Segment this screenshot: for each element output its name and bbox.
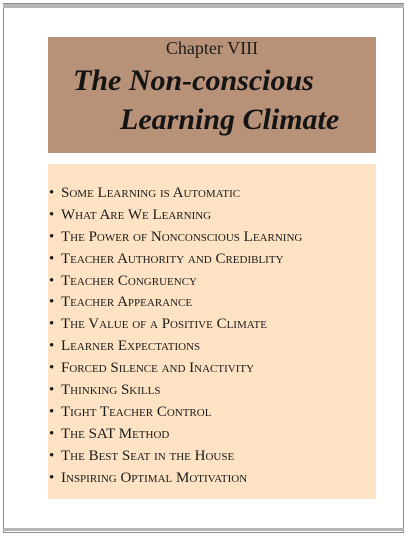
bullet-icon: • (49, 469, 55, 486)
bullet-icon: • (49, 360, 55, 377)
bullet-icon: • (49, 382, 55, 399)
topic-item (48, 468, 376, 490)
topic-item (48, 205, 376, 227)
topic-list-box (48, 164, 376, 499)
topic-label: Teacher Appearance (61, 294, 193, 311)
bullet-icon: • (49, 250, 55, 267)
topic-item (48, 402, 376, 424)
topic-item (48, 227, 376, 249)
topic-item (48, 446, 376, 468)
topic-item (48, 271, 376, 293)
topic-item (48, 336, 376, 358)
topic-item (48, 249, 376, 271)
chapter-header (48, 37, 376, 153)
bullet-icon: • (49, 185, 55, 201)
topic-label: The Value of a Positive Climate (61, 316, 267, 333)
topic-item (48, 424, 376, 446)
topic-label: Forced Silence and Inactivity (61, 360, 255, 377)
bullet-icon: • (49, 206, 55, 223)
topic-label: Some Learning is Automatic (61, 185, 241, 201)
bottom-rule (3, 528, 404, 531)
topic-item (48, 314, 376, 336)
bullet-icon: • (49, 447, 55, 464)
topic-label: Teacher Authority and Crediblity (61, 250, 284, 267)
topic-item (48, 358, 376, 380)
topic-list (48, 183, 376, 489)
bullet-icon: • (49, 316, 55, 333)
bullet-icon: • (49, 338, 55, 355)
bullet-icon: • (49, 272, 55, 289)
topic-label: The Best Seat in the House (61, 447, 235, 464)
topic-label: Inspiring Optimal Motivation (61, 469, 248, 486)
topic-label: Tight Teacher Control (61, 403, 212, 420)
bullet-icon: • (49, 228, 55, 245)
topic-label: The Power of Nonconscious Learning (61, 228, 303, 245)
topic-label: What Are We Learning (61, 206, 212, 223)
topic-label: Teacher Congruency (61, 272, 197, 289)
topic-item (48, 183, 376, 205)
chapter-title-line-1: The Non-conscious (73, 64, 314, 97)
topic-item (48, 292, 376, 314)
topic-item (48, 380, 376, 402)
bullet-icon: • (49, 294, 55, 311)
topic-label: Learner Expectations (61, 338, 201, 355)
chapter-title-line-2: Learning Climate (120, 103, 340, 136)
bullet-icon: • (49, 403, 55, 420)
bullet-icon: • (49, 425, 55, 442)
topic-label: Thinking Skills (61, 382, 161, 399)
top-rule (3, 4, 404, 8)
chapter-label: Chapter VIII (165, 38, 259, 58)
topic-label: The SAT Method (61, 425, 170, 442)
